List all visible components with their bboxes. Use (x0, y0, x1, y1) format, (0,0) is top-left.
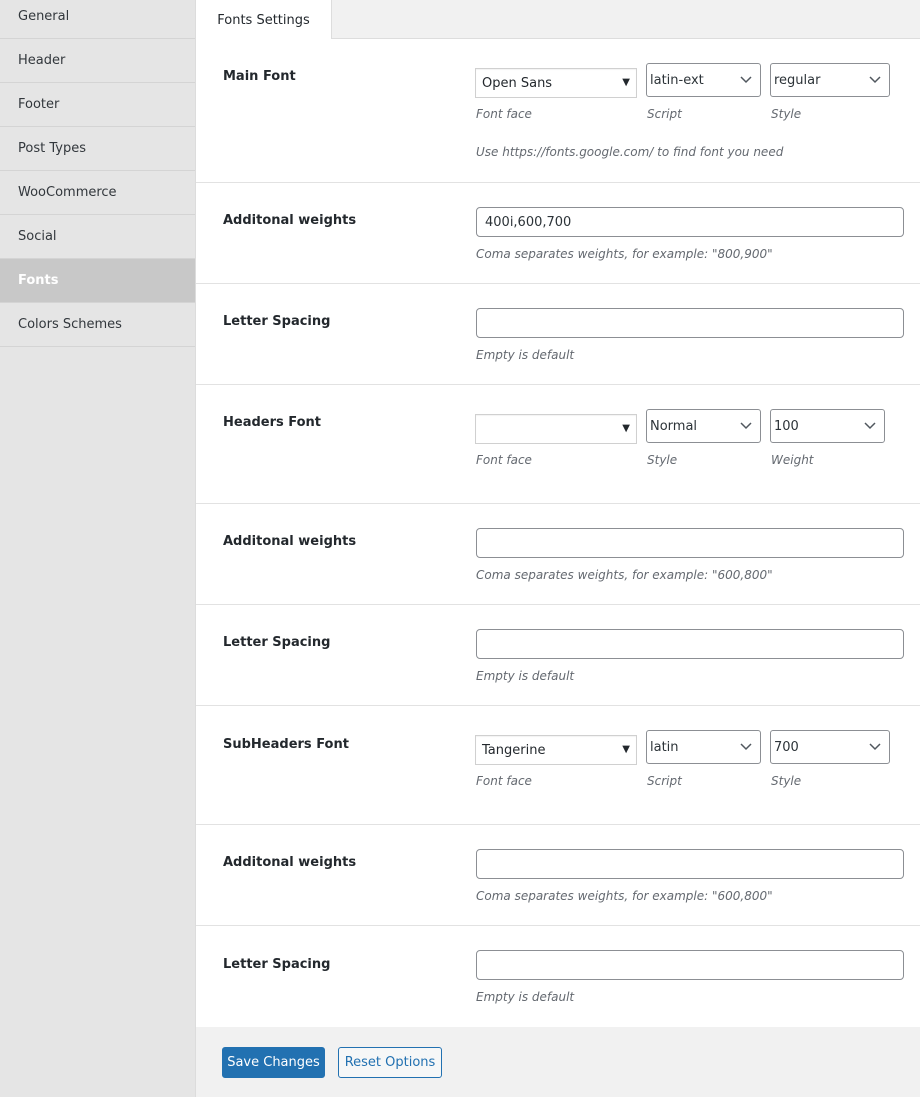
sidebar-item-general[interactable]: General (0, 0, 195, 39)
settings-sidebar (0, 0, 196, 1097)
sidebar-item-social[interactable]: Social (0, 215, 195, 259)
main-font-style-select[interactable] (770, 63, 890, 97)
subheaders-spacing-hint: Empty is default (476, 990, 575, 1004)
tab-bar (196, 0, 920, 39)
main-spacing-label: Letter Spacing (223, 314, 331, 329)
main-weights-input[interactable] (476, 207, 904, 237)
chevron-down-icon (740, 73, 752, 85)
main-content (196, 0, 920, 1097)
subheaders-weights-input[interactable] (476, 849, 904, 879)
subheaders-font-style-sublabel: Style (771, 774, 802, 788)
sidebar-item-header[interactable]: Header (0, 39, 195, 83)
subheaders-font-style-select[interactable] (770, 730, 890, 764)
caret-down-icon: ▼ (622, 423, 630, 434)
tab-fonts-settings[interactable]: Fonts Settings (196, 0, 332, 40)
form-footer (196, 1027, 920, 1097)
main-font-face-sublabel: Font face (476, 107, 532, 121)
headers-font-style-select[interactable] (646, 409, 761, 443)
save-changes-button[interactable]: Save Changes (222, 1047, 325, 1078)
main-spacing-input[interactable] (476, 308, 904, 338)
main-font-hint: Use https://fonts.google.com/ to find font you need (476, 145, 784, 159)
main-spacing-hint: Empty is default (476, 348, 575, 362)
subheaders-weights-label: Additonal weights (223, 855, 357, 870)
headers-weights-input[interactable] (476, 528, 904, 558)
main-font-row (196, 39, 920, 183)
subheaders-font-face-sublabel: Font face (476, 774, 532, 788)
headers-font-weight-value: 100 (774, 418, 799, 434)
chevron-down-icon (869, 740, 881, 752)
headers-font-face-sublabel: Font face (476, 453, 532, 467)
headers-font-weight-select[interactable] (770, 409, 885, 443)
subheaders-weights-row (196, 825, 920, 926)
chevron-down-icon (740, 740, 752, 752)
main-spacing-row (196, 284, 920, 385)
sidebar-item-fonts[interactable]: Fonts (0, 259, 195, 303)
sidebar-item-post-types[interactable]: Post Types (0, 127, 195, 171)
subheaders-spacing-input[interactable] (476, 950, 904, 980)
subheaders-font-row (196, 706, 920, 825)
headers-spacing-label: Letter Spacing (223, 635, 331, 650)
headers-spacing-row (196, 605, 920, 706)
headers-weights-label: Additonal weights (223, 534, 357, 549)
headers-font-style-sublabel: Style (647, 453, 678, 467)
chevron-down-icon (740, 419, 752, 431)
caret-down-icon: ▼ (622, 744, 630, 755)
sidebar-item-woocommerce[interactable]: WooCommerce (0, 171, 195, 215)
headers-font-label: Headers Font (223, 415, 322, 430)
subheaders-spacing-label: Letter Spacing (223, 957, 331, 972)
subheaders-font-style-value: 700 (774, 739, 799, 755)
subheaders-font-face-value: Tangerine (482, 742, 546, 758)
main-font-style-value: regular (774, 72, 821, 88)
main-font-label: Main Font (223, 69, 296, 84)
main-font-face-value: Open Sans (482, 75, 553, 91)
fonts-settings-panel (196, 39, 920, 1027)
main-weights-hint: Coma separates weights, for example: "800,900" (476, 247, 773, 261)
headers-font-face-select[interactable] (475, 414, 637, 444)
subheaders-weights-hint: Coma separates weights, for example: "600,800" (476, 889, 773, 903)
reset-options-button[interactable]: Reset Options (338, 1047, 442, 1078)
sidebar-item-colors-schemes[interactable]: Colors Schemes (0, 303, 195, 347)
chevron-down-icon (864, 419, 876, 431)
headers-weights-row (196, 504, 920, 605)
caret-down-icon: ▼ (622, 77, 630, 88)
main-weights-label: Additonal weights (223, 213, 357, 228)
subheaders-font-script-value: latin (650, 739, 679, 755)
main-font-style-sublabel: Style (771, 107, 802, 121)
subheaders-font-script-select[interactable] (646, 730, 761, 764)
subheaders-font-face-select[interactable] (475, 735, 637, 765)
subheaders-spacing-row (196, 926, 920, 1027)
headers-font-row (196, 385, 920, 504)
main-font-script-value: latin-ext (650, 72, 704, 88)
main-weights-value: 400i,600,700 (485, 214, 572, 230)
chevron-down-icon (869, 73, 881, 85)
subheaders-font-label: SubHeaders Font (223, 737, 349, 752)
sidebar-item-footer[interactable]: Footer (0, 83, 195, 127)
headers-font-style-value: Normal (650, 418, 698, 434)
main-weights-row (196, 183, 920, 284)
main-font-script-select[interactable] (646, 63, 761, 97)
headers-spacing-input[interactable] (476, 629, 904, 659)
main-font-script-sublabel: Script (647, 107, 682, 121)
headers-spacing-hint: Empty is default (476, 669, 575, 683)
headers-font-weight-sublabel: Weight (771, 453, 814, 467)
main-font-face-select[interactable] (475, 68, 637, 98)
headers-weights-hint: Coma separates weights, for example: "600,800" (476, 568, 773, 582)
subheaders-font-script-sublabel: Script (647, 774, 682, 788)
